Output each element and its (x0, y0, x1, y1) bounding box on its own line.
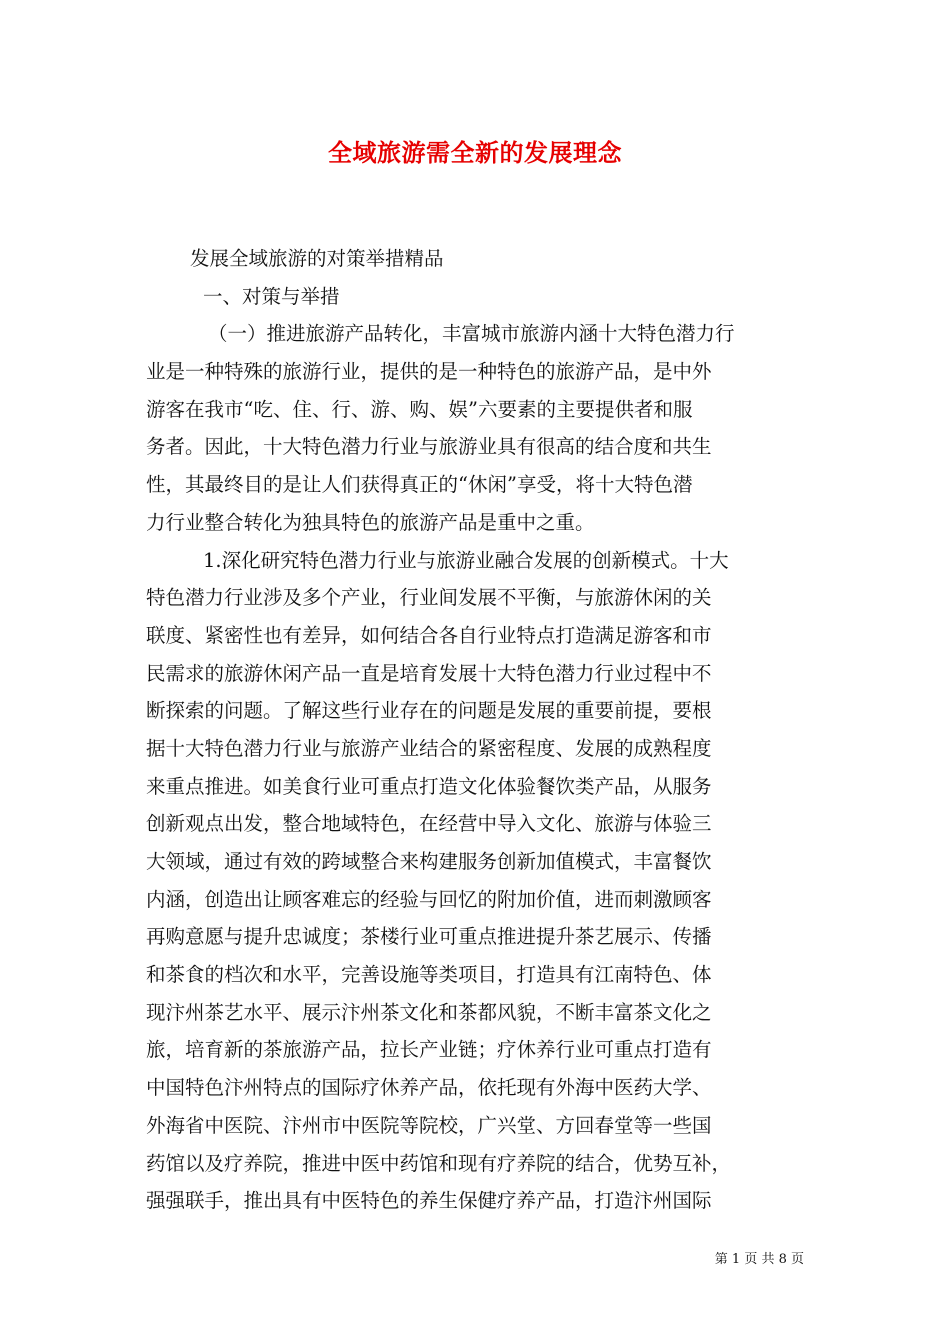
paragraph-line: 强强联手，推出具有中医特色的养生保健疗养产品，打造汴州国际 (146, 1189, 712, 1213)
paragraph-line: 旅，培育新的茶旅游产品，拉长产业链；疗休养行业可重点打造有 (146, 1038, 712, 1062)
paragraph-line: 现汴州茶艺水平、展示汴州茶文化和茶都风貌，不断丰富茶文化之 (146, 1000, 712, 1024)
paragraph-line: 来重点推进。如美食行业可重点打造文化体验餐饮类产品，从服务 (146, 774, 712, 798)
subtitle-line: 发展全域旅游的对策举措精品 (190, 247, 444, 270)
paragraph-line: 联度、紧密性也有差异，如何结合各自行业特点打造满足游客和市 (146, 623, 712, 647)
paragraph-line: 再购意愿与提升忠诚度；茶楼行业可重点推进提升茶艺展示、传播 (146, 925, 712, 949)
document-title: 全域旅游需全新的发展理念 (328, 138, 622, 167)
paragraph-line: 药馆以及疗养院，推进中医中药馆和现有疗养院的结合，优势互补， (146, 1151, 732, 1175)
paragraph-line: 业是一种特殊的旅游行业，提供的是一种特色的旅游产品，是中外 (146, 360, 712, 384)
paragraph-line: 1.深化研究特色潜力行业与旅游业融合发展的创新模式。十大 (203, 548, 729, 572)
paragraph-line: 性，其最终目的是让人们获得真正的“休闲”享受，将十大特色潜 (146, 473, 693, 497)
paragraph-line: 据十大特色潜力行业与旅游产业结合的紧密程度、发展的成熟程度 (146, 736, 712, 760)
paragraph-line: 大领域，通过有效的跨域整合来构建服务创新加值模式，丰富餐饮 (146, 850, 712, 873)
paragraph-line: 和茶食的档次和水平，完善设施等类项目，打造具有江南特色、体 (146, 963, 712, 987)
document-body (146, 240, 808, 1220)
paragraph-line: 游客在我市“吃、住、行、游、购、娱”六要素的主要提供者和服 (146, 397, 693, 421)
section-heading: 一、对策与举措 (203, 284, 340, 308)
paragraph-line: 外海省中医院、汴州市中医院等院校，广兴堂、方回春堂等一些国 (146, 1113, 712, 1137)
paragraph-line: 特色潜力行业涉及多个产业，行业间发展不平衡，与旅游休闲的关 (146, 586, 712, 610)
paragraph-line: 民需求的旅游休闲产品一直是培育发展十大特色潜力行业过程中不 (146, 661, 712, 685)
page-number: 第 1 页 共 8 页 (714, 1252, 804, 1267)
paragraph-line: 断探索的问题。了解这些行业存在的问题是发展的重要前提，要根 (146, 699, 712, 723)
paragraph-line: （一）推进旅游产品转化，丰富城市旅游内涵十大特色潜力行 (208, 322, 735, 346)
paragraph-line: 中国特色汴州特点的国际疗休养产品，依托现有外海中医药大学、 (146, 1076, 712, 1100)
paragraph-line: 内涵，创造出让顾客难忘的经验与回忆的附加价值，进而刺激顾客 (146, 887, 712, 911)
paragraph-line: 力行业整合转化为独具特色的旅游产品是重中之重。 (146, 510, 595, 534)
paragraph-line: 创新观点出发，整合地域特色，在经营中导入文化、旅游与体验三 (146, 812, 712, 836)
paragraph-line: 务者。因此，十大特色潜力行业与旅游业具有很高的结合度和共生 (146, 435, 712, 459)
